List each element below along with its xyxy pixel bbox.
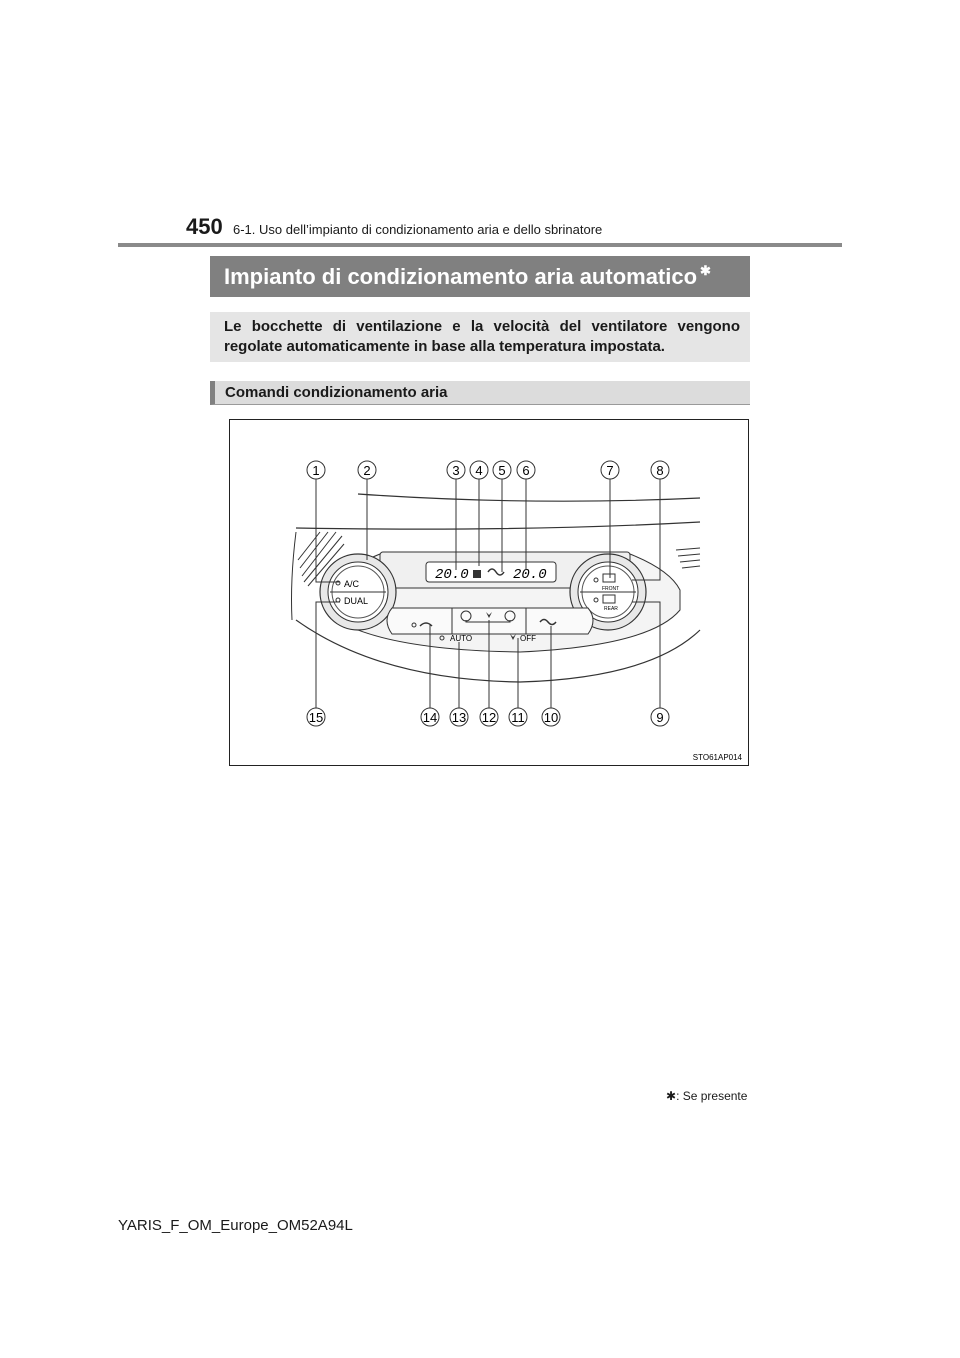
callout-9: 9: [656, 710, 664, 725]
callouts-bottom: [307, 708, 669, 726]
callout-3: 3: [452, 463, 460, 478]
callout-11: 11: [511, 710, 525, 725]
callout-2: 2: [363, 463, 371, 478]
off-button: OFF: [520, 634, 536, 643]
callouts-top: [307, 461, 669, 479]
ac-button: A/C: [344, 579, 360, 589]
subsection-title: Comandi condizionamento aria: [225, 384, 448, 401]
callout-8: 8: [656, 463, 664, 478]
rear-defroster-button: REAR: [604, 606, 618, 612]
section-title-bar: [210, 256, 750, 297]
callout-6: 6: [522, 463, 530, 478]
display-left-temp: 20.0: [435, 567, 469, 583]
intro-box: [210, 312, 750, 362]
footnote-marker-icon: ✱: [666, 1089, 677, 1103]
display-fan-level-icon: [473, 570, 481, 578]
display-right-temp: 20.0: [513, 567, 547, 583]
doc-code-footer: YARIS_F_OM_Europe_OM52A94L: [118, 1217, 353, 1234]
optional-marker-icon: ✱: [700, 263, 711, 278]
intro-text: Le bocchette di ventilazione e la velocità del ventilatore vengono regolate automaticamente in base alla temperatura impostata.: [224, 318, 740, 355]
callout-10: 10: [543, 710, 559, 725]
auto-button: AUTO: [450, 634, 473, 643]
subsection-bar: [210, 381, 750, 405]
page-number: 450: [186, 214, 223, 239]
front-defroster-button: FRONT: [602, 586, 620, 592]
callout-1: 1: [312, 463, 320, 478]
header-rule: [118, 243, 842, 247]
callout-14: 14: [422, 710, 438, 725]
dual-button: DUAL: [344, 596, 369, 606]
footnote: [666, 1089, 747, 1103]
ac-panel-illustration: [230, 420, 748, 765]
chapter-title: 6-1. Uso dell’impianto di condizionamento aria e dello sbrinatore: [233, 222, 603, 237]
section-title-text: Impianto di condizionamento aria automatico: [224, 264, 698, 289]
callout-5: 5: [498, 463, 506, 478]
callout-4: 4: [475, 463, 483, 478]
section-title: [224, 264, 711, 290]
footnote-text: : Se presente: [676, 1089, 748, 1103]
callout-7: 7: [606, 463, 614, 478]
ac-controls-figure: [229, 419, 749, 766]
figure-code: STO61AP014: [692, 753, 742, 762]
callout-13: 13: [451, 710, 467, 725]
callout-12: 12: [481, 710, 497, 725]
callout-15: 15: [308, 710, 324, 725]
